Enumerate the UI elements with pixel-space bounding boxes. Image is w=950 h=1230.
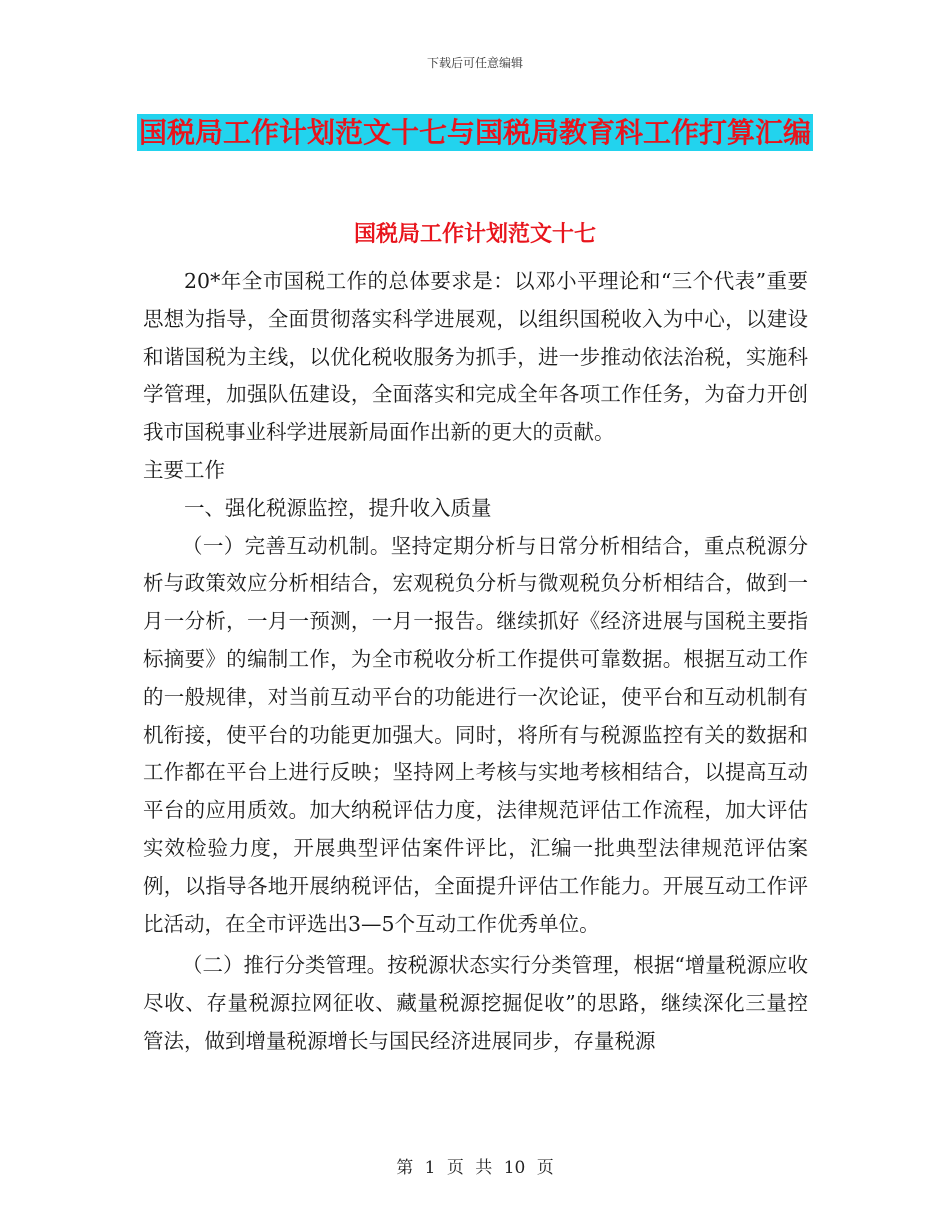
paragraph-classified-management: （二）推行分类管理。按税源状态实行分类管理，根据“增量税源应收尽收、存量税源拉网征收、藏量税源挖掘促收”的思路，继续深化三量控管法，做到增量税源增长与国民经济进展同步，存量税源 — [143, 953, 808, 1053]
paragraph-intro: 20*年全市国税工作的总体要求是：以邓小平理论和“三个代表”重要思想为指导，全面贯彻落实科学进展观，以组织国税收入为中心，以建设和谐国税为主线，以优化税收服务为抓手，进一步推动依法治税，实施科学管理，加强队伍建设，全面落实和完成全年各项工作任务，为奋力开创我市国税事业科学进展新局面作出新的更大的贡献。 — [143, 269, 808, 445]
paragraph-heading-section-1: 一、强化税源监控，提升收入质量 — [184, 495, 492, 520]
document-body — [143, 263, 808, 1061]
page-number-footer: 第 1 页 共 10 页 — [396, 1158, 554, 1178]
section-title: 国税局工作计划范文十七 — [353, 222, 596, 247]
document-title — [120, 110, 830, 156]
paragraph-interaction-mechanism: （一）完善互动机制。坚持定期分析与日常分析相结合，重点税源分析与政策效应分析相结合，宏观税负分析与微观税负分析相结合，做到一月一分析，一月一预测，一月一报告。继续抓好《经济进展与国税主要指标摘要》的编制工作，为全市税收分析工作提供可靠数据。根据互动工作的一般规律，对当前互动平台的功能进行一次论证，使平台和互动机制有机衔接，使平台的功能更加强大。同时，将所有与税源监控有关的数据和工作都在平台上进行反映；坚持网上考核与实地考核相结合，以提高互动平台的应用质效。加大纳税评估力度，法律规范评估工作流程，加大评估实效检验力度，开展典型评估案件评比，汇编一批典型法律规范评估案例，以指导各地开展纳税评估，全面提升评估工作能力。开展互动工作评比活动，在全市评选出3—5个互动工作优秀单位。 — [143, 533, 808, 936]
header-note: 下载后可任意编辑 — [426, 56, 523, 70]
paragraph-heading-main-work: 主要工作 — [143, 457, 225, 482]
document-title-text: 国税局工作计划范文十七与国税局教育科工作打算汇编 — [138, 116, 811, 149]
